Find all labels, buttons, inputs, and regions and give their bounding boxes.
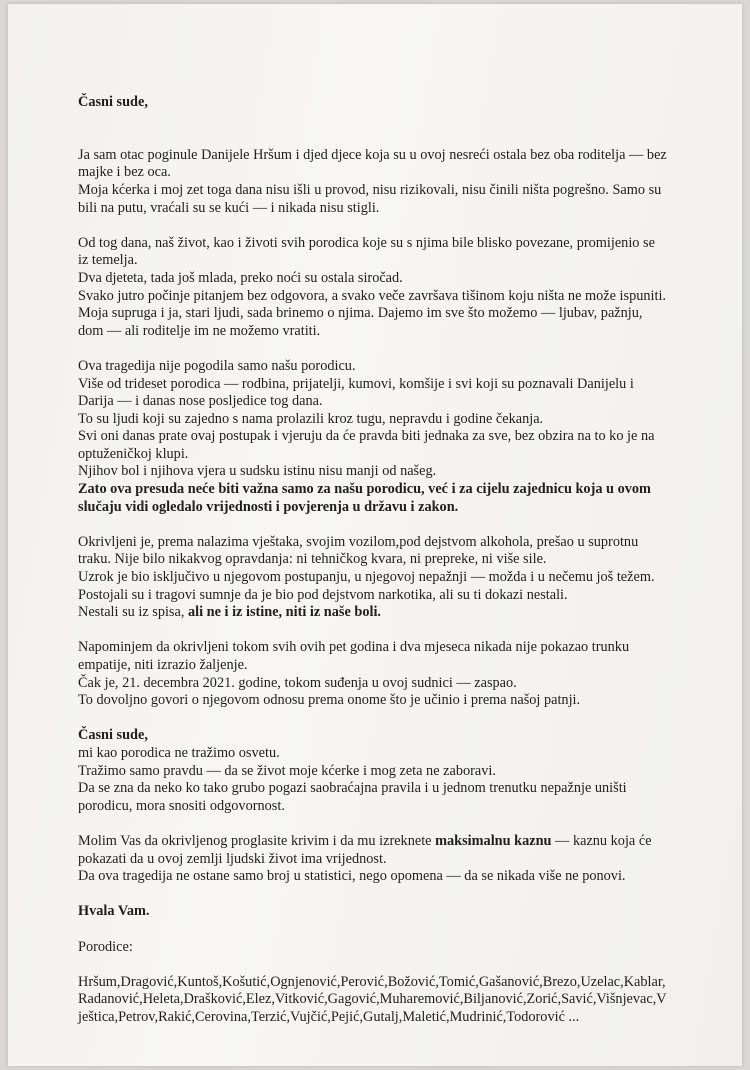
paragraph: mi kao porodica ne tražimo osvetu.: [78, 744, 280, 761]
closing-thanks: Hvala Vam.: [78, 903, 150, 920]
paragraph: To dovoljno govori o njegovom odnosu prema onome što je učinio i prema našoj patnji.: [78, 692, 581, 709]
salutation: Časni sude,: [78, 94, 148, 110]
paper-sheet: [8, 4, 742, 1066]
paragraph: Njihov bol i njihova vjera u sudsku istinu nisu manji od našeg.: [78, 463, 437, 480]
paragraph: Svako jutro počinje pitanjem bez odgovora, a svako veče završava tišinom koju ništa ne može ispuniti.: [78, 287, 667, 304]
paragraph: Okrivljeni je, prema nalazima vještaka, svojim vozilom,pod dejstvom alkohola, prešao u suprotnu traku. Nije bilo nikakvog opravdanja: ni tehničkog kvara, ni prepreke, ni više sile.: [78, 533, 639, 568]
paragraph: Da ova tragedija ne ostane samo broj u statistici, nego opomena — da se nikada više ne ponovi.: [78, 868, 626, 885]
letter-body: [78, 94, 668, 1026]
salutation-2: Časni sude,: [78, 727, 148, 744]
paragraph: Napominjem da okrivljeni tokom svih ovih pet godina i dva mjeseca nikada nije pokazao trunku empatije, niti izrazio žaljenje.: [78, 639, 630, 673]
bold-paragraph: Zato ova presuda neće biti važna samo za našu porodicu, već i za cijelu zajednicu koja u ovom slučaju vidi ogledalo vrijednosti i povjerenja u državu i zakon.: [78, 481, 651, 515]
paragraph: [78, 604, 668, 622]
paragraph: Moja kćerka i moj zet toga dana nisu išli u provod, nisu rizikovali, nisu činili ništa pogrešno. Samo su bili na putu, vraćali su se kući — i nikada nisu stigli.: [78, 181, 662, 216]
paragraph: Čak je, 21. decembra 2021. godine, tokom suđenja u ovoj sudnici — zaspao.: [78, 674, 517, 691]
text-span: Molim Vas da okrivljenog proglasite krivim i da mu izreknete: [78, 832, 436, 849]
paragraph: To su ljudi koji su zajedno s nama prolazili kroz tugu, nepravdu i godine čekanja.: [78, 410, 544, 427]
paragraph: [78, 833, 668, 868]
paragraph: Uzrok je bio isključivo u njegovom postupanju, u njegovoj nepažnji — možda i u nečemu još težem.: [78, 569, 655, 586]
families-label: Porodice:: [78, 938, 133, 955]
paragraph: Više od trideset porodica — rodbina, prijatelji, kumovi, komšije i svi koji su poznavali Danijelu i Darija — i danas nose posljedice tog dana.: [78, 375, 634, 410]
text-span: Nestali su iz spisa,: [78, 604, 185, 621]
bold-span: maksimalnu kaznu: [435, 832, 552, 849]
bold-span: ali ne i iz istine, niti iz naše boli.: [184, 604, 382, 621]
paragraph: Od tog dana, naš život, kao i životi svih porodica koje su s njima bile blisko povezane, promijenio se iz temelja.: [78, 234, 655, 269]
text-span: — kaznu koja će pokazati da u ovoj zemlji ljudski život ima vrijednost.: [78, 832, 652, 867]
paragraph: Svi oni danas prate ovaj postupak i vjeruju da će pravda biti jednaka za sve, bez obzira na to ko je na optuženičkoj klupi.: [78, 428, 655, 462]
paragraph: Postojali su i tragovi sumnje da je bio pod dejstvom narkotika, ali su ti dokazi nestali.: [78, 586, 568, 603]
paragraph: Da se zna da neko ko tako grubo pogazi saobraćajna pravila i u jednom trenutku nepažnje uništi porodicu, mora snositi odgovornost.: [78, 780, 627, 814]
paragraph: Dva djeteta, tada još mlada, preko noći su ostala siročad.: [78, 269, 403, 286]
paragraph: Ja sam otac poginule Danijele Hršum i djed djece koja su u ovoj nesreći ostala bez oba roditelja — bez majke i bez oca.: [78, 146, 667, 181]
families-list: Hršum,Dragović,Kuntoš,Košutić,Ognjenović,Perović,Božović,Tomić,Gašanović,Brezo,Uzelac,Kablar,Radanović,Heleta,Drašković,Elez,Vitković,Gagović,Muharemović,Biljanović,Zorić,Savić,Višnjevac,Vještica,Petrov,Rakić,Cerovina,Terzić,Vujčić,Pejić,Gutalj,Maletić,Mudrinić,Todorović ...: [78, 973, 667, 1025]
paragraph: Moja supruga i ja, stari ljudi, sada brinemo o njima. Dajemo im sve što možemo — ljubav, pažnju, dom — ali roditelje im ne možemo vratiti.: [78, 305, 643, 339]
paragraph: Ova tragedija nije pogodila samo našu porodicu.: [78, 357, 356, 374]
paragraph: Tražimo samo pravdu — da se život moje kćerke i mog zeta ne zaboravi.: [78, 762, 496, 779]
